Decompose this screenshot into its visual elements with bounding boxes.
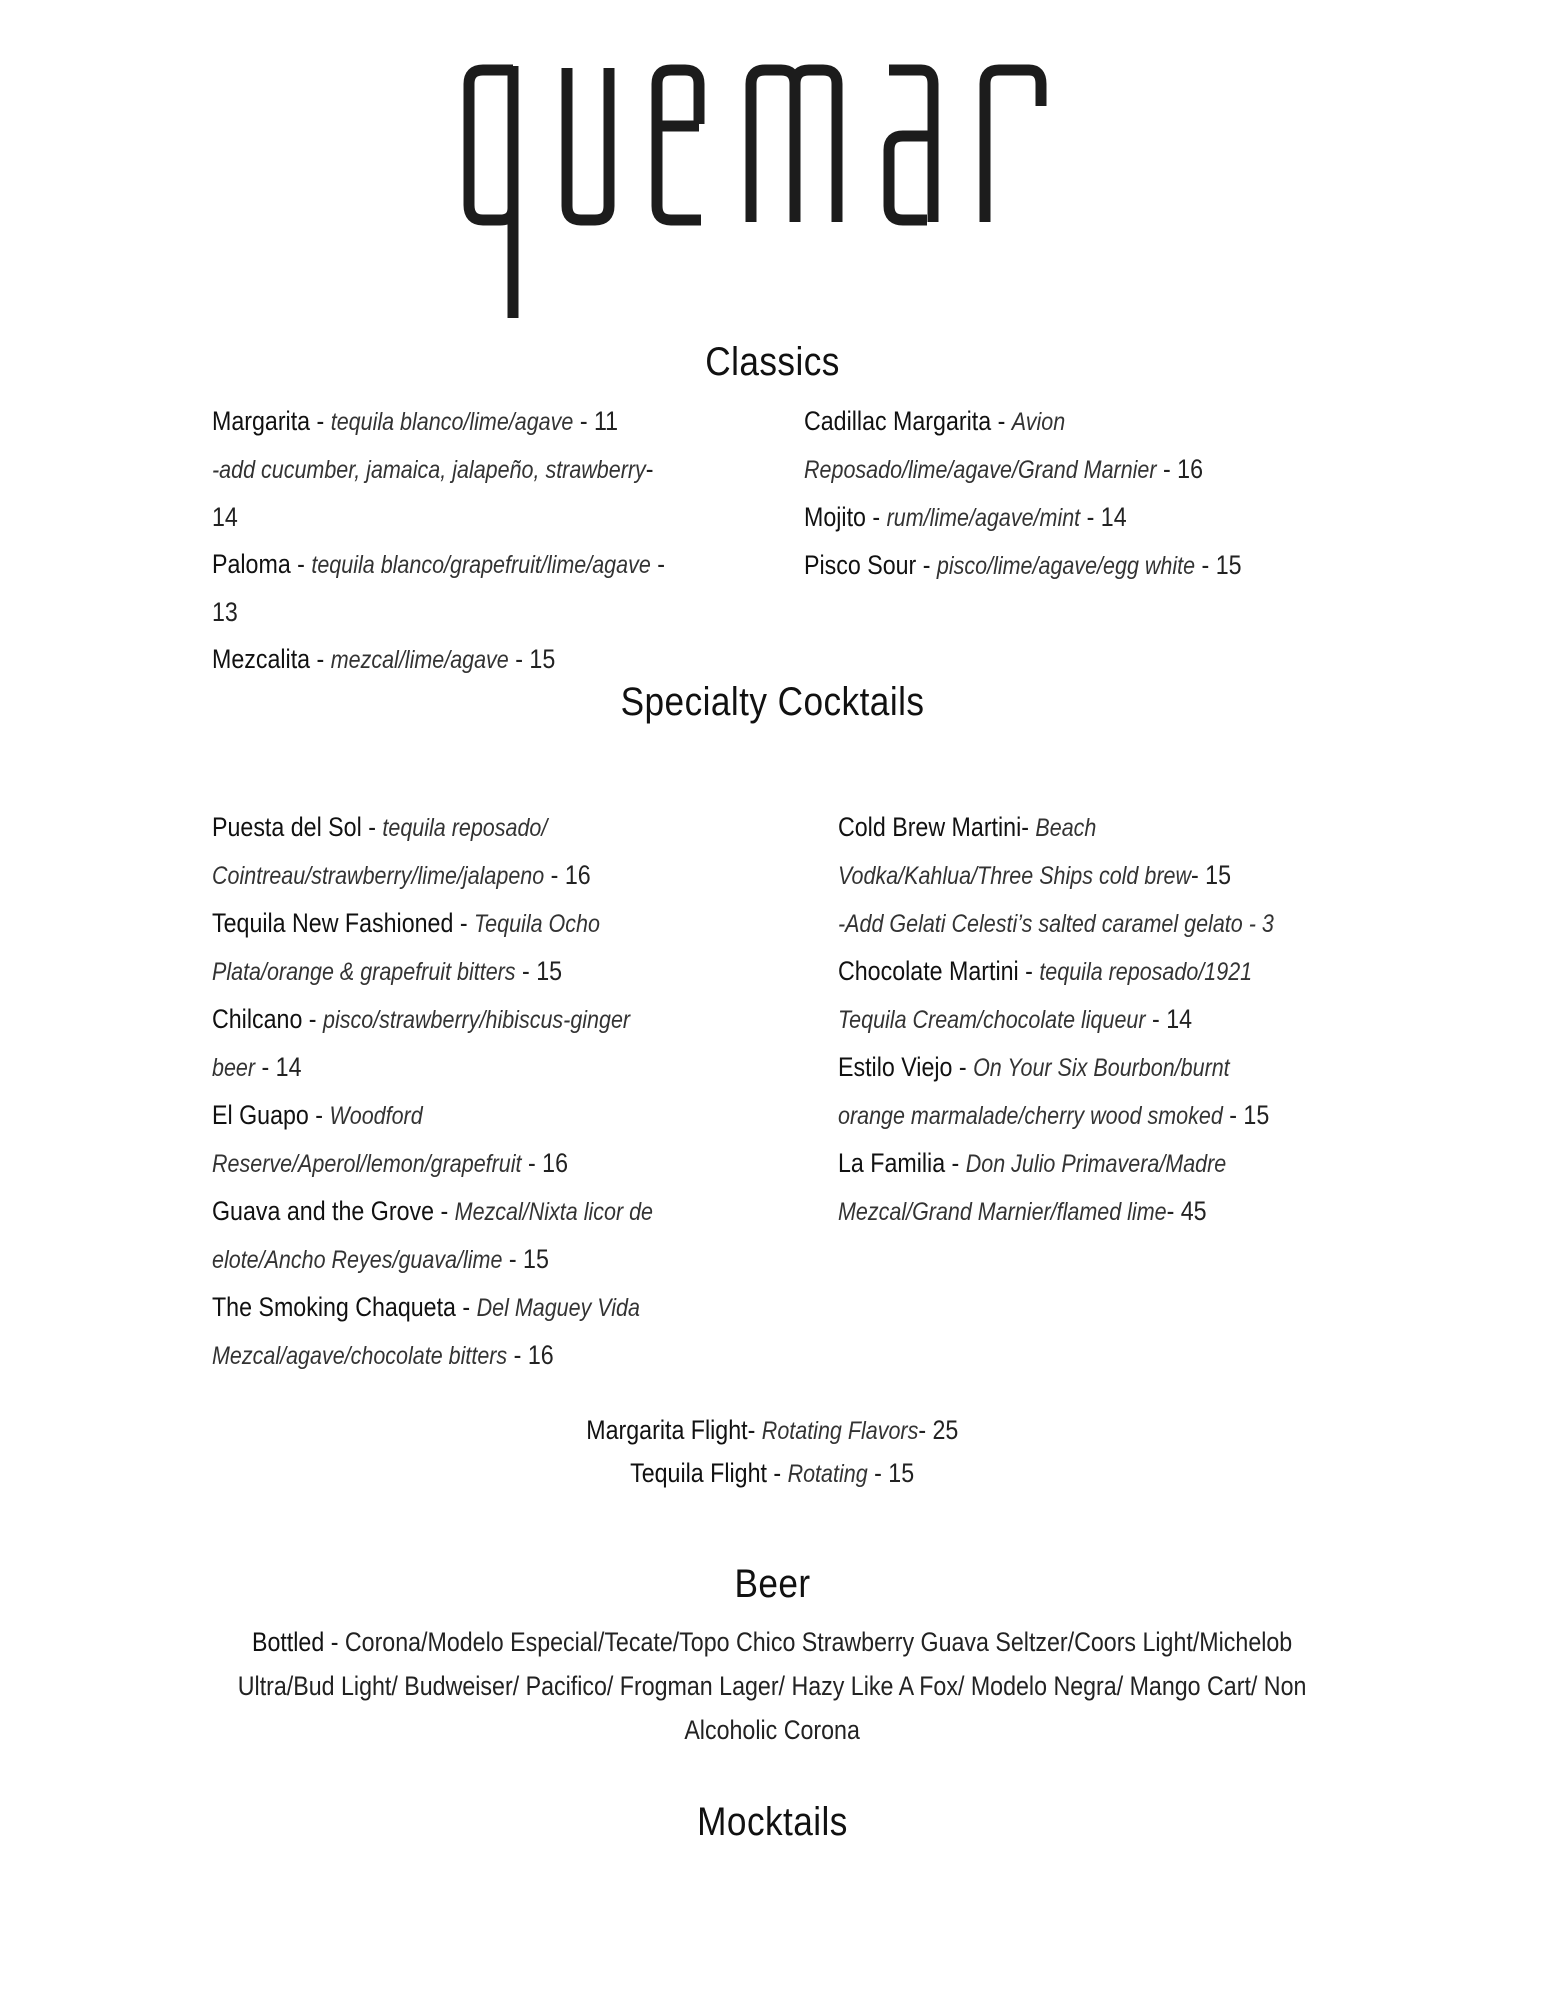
beer-list: Corona/Modelo Especial/Tecate/Topo Chico Strawberry Guava Seltzer/Coors Light/Michelob Ultra/Bud Light/ Budweiser/ Pacifico/ Frogman Lager/ Hazy Like A Fox/ Modelo Negra/ Mango Cart/ Non Alcoholic Corona [238,1627,1307,1745]
menu-item-desc: pisco/strawberry/hibiscus-ginger beer [212,1006,631,1082]
menu-item-desc: Avion Reposado/lime/agave/Grand Marnier [804,408,1157,484]
menu-item-name: Puesta del Sol [212,812,362,842]
menu-item-sep: - [302,1004,323,1034]
menu-item-desc: tequila reposado/ Cointreau/strawberry/lime/jalapeno [212,814,548,890]
flight-sep: - [747,1415,762,1445]
flight-desc: Rotating [787,1460,869,1488]
menu-item-price: - 14 [1080,502,1127,532]
brand-logo [455,40,1095,330]
menu-item-price: - 15 [1190,860,1231,890]
menu-item-name: Mojito [804,502,866,532]
menu-item-name: Pisco Sour [804,550,917,580]
menu-item-desc: Don Julio Primavera/Madre Mezcal/Grand Marnier/flamed lime [838,1150,1227,1226]
menu-item-name: Margarita [212,406,311,436]
menu-item [212,1284,659,1380]
menu-item-desc: pisco/lime/agave/egg white [936,552,1196,580]
menu-item-sep: - [1021,812,1036,842]
menu-item-sep: - [361,812,383,842]
menu-item-price: - 16 [544,860,591,890]
beer-sep: - [324,1627,346,1657]
menu-item-sep: - [865,502,887,532]
menu-item-desc: Beach Vodka/Kahlua/Three Ships cold brew [838,814,1191,890]
menu-item-price: - 15 [502,1244,549,1274]
menu-item-price: - 11 [573,406,619,436]
menu-item-price: - 15 [508,644,556,674]
menu-item [212,996,659,1092]
menu-item-desc: Mezcal/Nixta licor de elote/Ancho Reyes/guava/lime [212,1198,654,1274]
menu-item-name: Cold Brew Martini [838,812,1022,842]
menu-item-price: - 15 [1195,550,1242,580]
section-title-classics: Classics [705,340,840,384]
menu-item-desc: Woodford Reserve/Aperol/lemon/grapefruit [212,1102,522,1178]
menu-item [804,494,1273,542]
menu-item [838,1044,1294,1140]
menu-item [212,446,668,541]
specialty-right-column [838,804,1294,1236]
menu-item-sep: - [916,550,937,580]
menu-item-price: - 14 [1145,1004,1193,1034]
flight-line-tequila [0,1451,1545,1496]
classics-left-column [212,398,668,684]
menu-item-price: - 15 [1222,1100,1270,1130]
menu-item-name: Cadillac Margarita [804,406,992,436]
quemar-wordmark [455,40,1095,330]
menu-item-price: - 16 [1156,454,1204,484]
menu-item-name: Chocolate Martini [838,956,1019,986]
menu-item-name: Mezcalita [212,644,311,674]
menu-item [212,541,668,636]
beer-bottled-block [200,1620,1345,1752]
menu-item-price: - 45 [1166,1196,1207,1226]
menu-item [212,398,668,446]
menu-item-name: Paloma [212,549,291,579]
menu-item-sep: - [1018,956,1040,986]
menu-item-name: Tequila New Fashioned [212,908,454,938]
flight-sep: - [767,1458,788,1488]
menu-item-name: La Familia [838,1148,946,1178]
menu-item-name: Chilcano [212,1004,303,1034]
menu-item-sep: - [453,908,475,938]
menu-item [838,1140,1294,1236]
menu-item-desc: tequila reposado/1921 Tequila Cream/chocolate liqueur [838,958,1253,1034]
menu-item-name: The Smoking Chaqueta [212,1292,456,1322]
menu-item-name: Estilo Viejo [838,1052,953,1082]
menu-item-name: El Guapo [212,1100,309,1130]
menu-item-desc: Del Maguey Vida Mezcal/agave/chocolate bitters [212,1294,640,1370]
menu-item-name: Guava and the Grove [212,1196,435,1226]
menu-item [212,900,659,996]
menu-item [804,398,1273,494]
menu-item [838,948,1294,1044]
menu-item [838,804,1294,900]
menu-item-sep: - [952,1052,974,1082]
menu-item-desc: mezcal/lime/agave [330,646,509,674]
flight-line-margarita [0,1408,1545,1453]
section-title-beer: Beer [734,1562,811,1606]
menu-item-desc: rum/lime/agave/mint [886,504,1081,532]
menu-item [212,636,668,684]
menu-item-desc: Tequila Ocho Plata/orange & grapefruit bitters [212,910,600,986]
menu-item-price: - 16 [521,1148,568,1178]
menu-item-sep: - [310,644,331,674]
beer-label: Bottled [252,1627,325,1657]
menu-item-sep: - [434,1196,455,1226]
flight-name: Margarita Flight [586,1415,748,1445]
classics-right-column [804,398,1273,590]
flight-desc: Rotating Flavors [761,1417,919,1445]
menu-item-sep: - [991,406,1012,436]
section-title-specialty: Specialty Cocktails [620,680,925,724]
menu-item-price: - 15 [515,956,563,986]
menu-item-price: - 13 [212,549,666,627]
menu-item [212,1092,659,1188]
specialty-left-column [212,804,659,1380]
flight-name: Tequila Flight [630,1458,768,1488]
menu-item-sep: - [310,406,331,436]
menu-item-sep: - [945,1148,966,1178]
menu-item-sep: - [455,1292,477,1322]
section-title-mocktails: Mocktails [697,1800,848,1844]
flight-price: - 25 [918,1415,959,1445]
menu-item-sep: - [290,549,312,579]
menu-item-sep: - [308,1100,330,1130]
flight-price: - 15 [868,1458,915,1488]
menu-item-desc: -add cucumber, jamaica, jalapeño, strawberry [212,456,646,484]
menu-item-price: - 16 [507,1340,554,1370]
menu-item [838,900,1294,948]
menu-item [212,804,659,900]
menu-item [212,1188,659,1284]
menu-item [804,542,1273,590]
menu-item-price: - 14 [255,1052,302,1082]
menu-item-desc: -Add Gelati Celesti’s salted caramel gelato - 3 [838,910,1274,938]
menu-item-desc: tequila blanco/grapefruit/lime/agave [311,551,651,579]
menu-item-desc: On Your Six Bourbon/burnt orange marmalade/cherry wood smoked [838,1054,1230,1130]
menu-item-price: - 14 [212,454,654,532]
menu-item-desc: tequila blanco/lime/agave [330,408,574,436]
